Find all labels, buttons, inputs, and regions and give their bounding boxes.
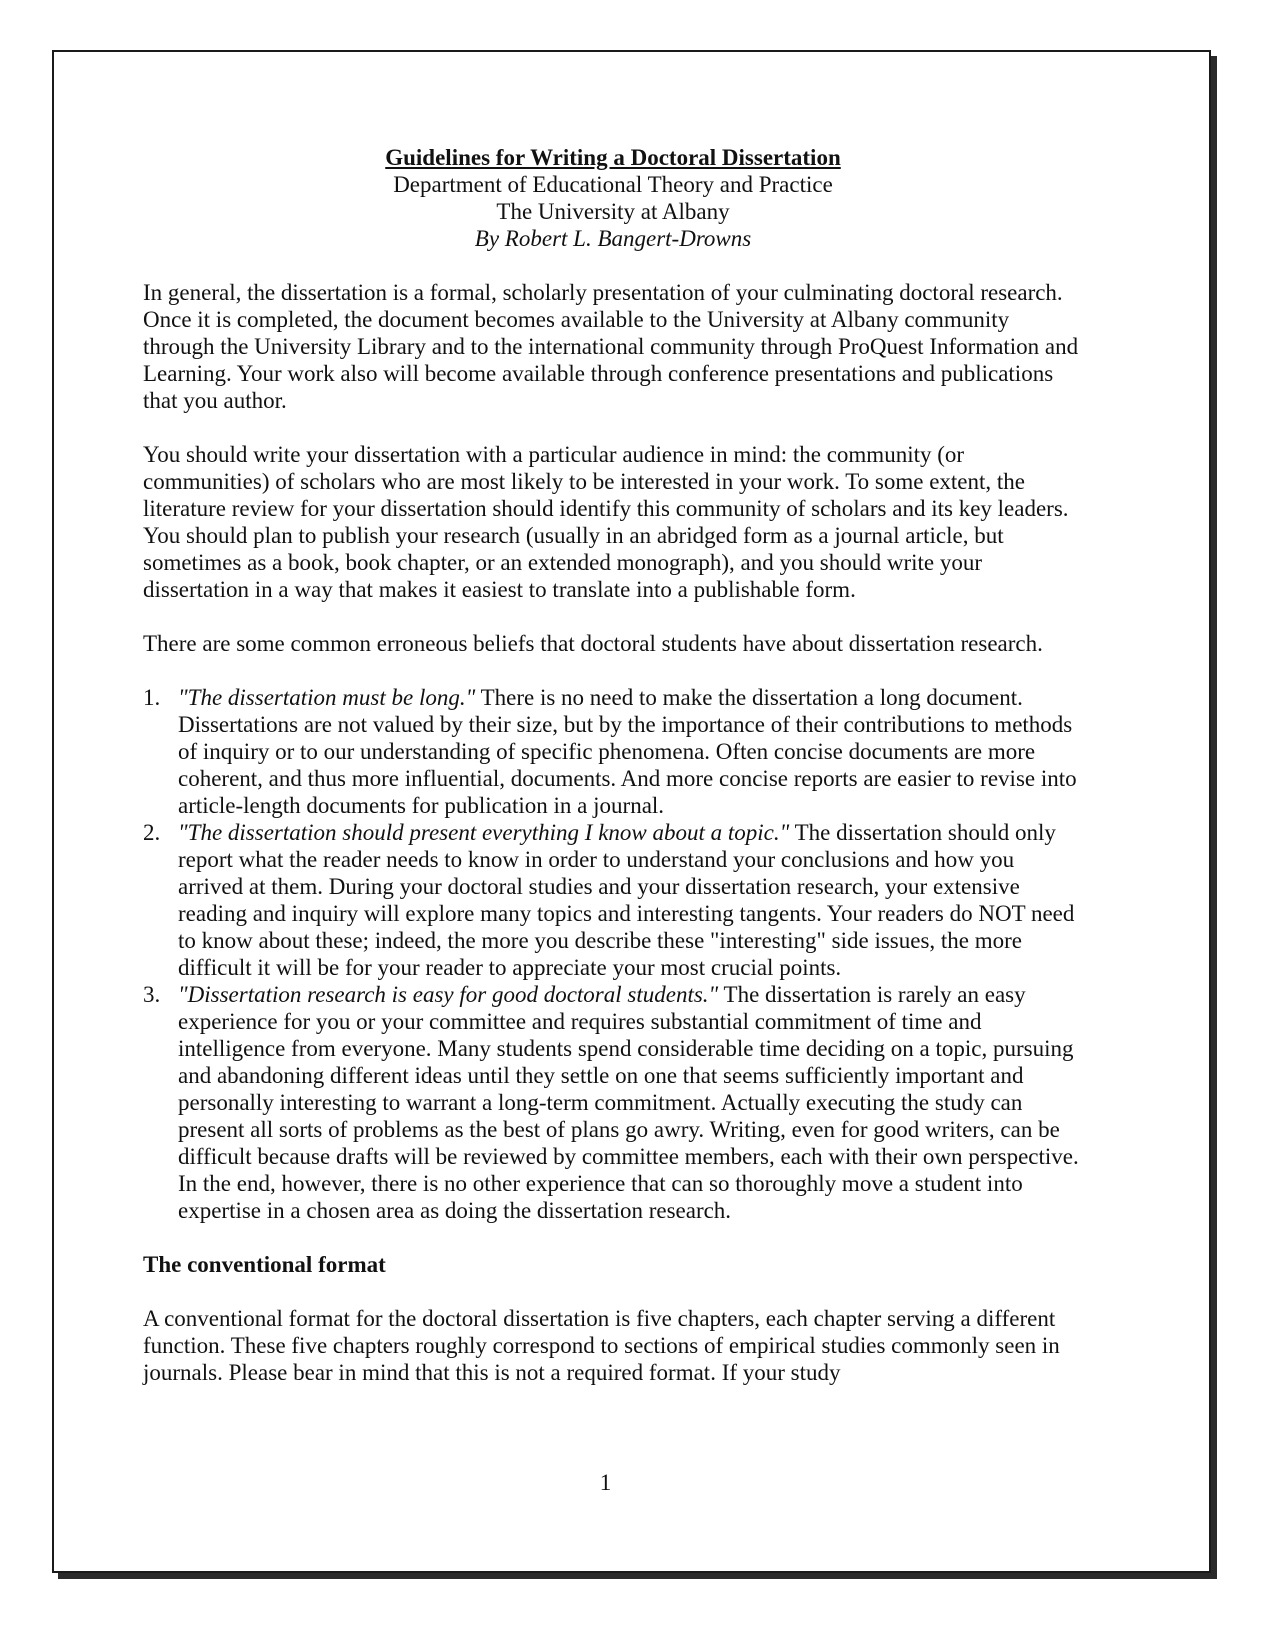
audience-paragraph: You should write your dissertation with a particular audience in mind: the community (or communities) of scholars who are most likely to be interested in your work. To some extent, the literature review for your dissertation should identify this community of scholars and its key leaders. You should plan to publish your research (usually in an abridged form as a journal article, but sometimes as a book, book chapter, or an extended monograph), and you should write your dissertation in a way that makes it easiest to translate into a publishable form. bbox=[143, 442, 1069, 602]
beliefs-list bbox=[143, 684, 1083, 1224]
document-header bbox=[143, 144, 1083, 252]
department-line: Department of Educational Theory and Practice bbox=[393, 172, 833, 197]
list-item bbox=[143, 981, 1083, 1224]
belief-text: The dissertation is rarely an easy experience for you or your committee and requires substantial commitment of time and intelligence from everyone. Many students spend considerable time deciding on a topic, pursuing and abandoning different ideas until they settle on one that seems sufficiently important and personally interesting to warrant a long-term commitment. Actually executing the study can present all sorts of problems as the best of plans go awry. Writing, even for good writers, can be difficult because drafts will be reviewed by committee members, each with their own perspective. In the end, however, there is no other experience that can so thoroughly move a student into expertise in a chosen area as doing the dissertation research. bbox=[178, 982, 1079, 1223]
page-number: 1 bbox=[599, 1470, 612, 1495]
belief-quote: "The dissertation must be long." bbox=[178, 685, 476, 710]
section-body-paragraph: A conventional format for the doctoral dissertation is five chapters, each chapter serving a different function. These five chapters roughly correspond to sections of empirical studies commonly seen in journals. Please bear in mind that this is not a required format. If your study bbox=[143, 1306, 1060, 1385]
document-title: Guidelines for Writing a Doctoral Dissertation bbox=[385, 145, 841, 170]
belief-text: There is no need to make the dissertation a long document. Dissertations are not valued by their size, but by the importance of their contributions to methods of inquiry or to our understanding of specific phenomena. Often concise documents are more coherent, and thus more influential, documents. And more concise reports are easier to revise into article-length documents for publication in a journal. bbox=[178, 685, 1077, 818]
university-line: The University at Albany bbox=[496, 199, 730, 224]
section-heading: The conventional format bbox=[143, 1252, 386, 1277]
author-byline: By Robert L. Bangert-Drowns bbox=[474, 226, 752, 251]
document-body bbox=[143, 140, 1083, 1413]
list-item-number: 3. bbox=[143, 982, 161, 1007]
beliefs-intro-paragraph: There are some common erroneous beliefs that doctoral students have about dissertation research. bbox=[143, 631, 1043, 656]
list-item-number: 1. bbox=[143, 685, 161, 710]
belief-quote: "Dissertation research is easy for good doctoral students." bbox=[178, 982, 719, 1007]
belief-text: The dissertation should only report what the reader needs to know in order to understand your conclusions and how you arrived at them. During your doctoral studies and your dissertation research, your extensive reading and inquiry will explore many topics and interesting tangents. Your readers do NOT need to know about these; indeed, the more you describe these "interesting" side issues, the more difficult it will be for your reader to appreciate your most crucial points. bbox=[178, 820, 1075, 980]
belief-quote: "The dissertation should present everything I know about a topic." bbox=[178, 820, 790, 845]
intro-paragraph: In general, the dissertation is a formal, scholarly presentation of your culminating doctoral research. Once it is completed, the document becomes available to the University at Albany community through the University Library and to the international community through ProQuest Information and Learning. Your work also will become available through conference presentations and publications that you author. bbox=[143, 280, 1079, 413]
list-item bbox=[143, 819, 1083, 981]
list-item bbox=[143, 684, 1083, 819]
list-item-number: 2. bbox=[143, 820, 161, 845]
